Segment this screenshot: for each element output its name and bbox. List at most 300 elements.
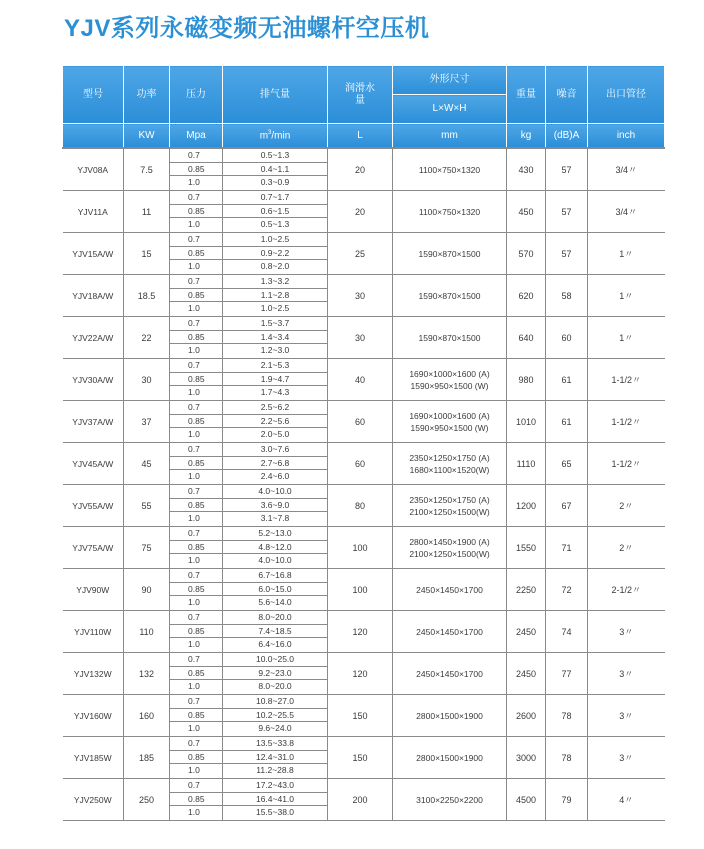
flow-value: 15.5~38.0 xyxy=(255,807,295,818)
page-title: YJV系列永磁变频无油螺杆空压机 xyxy=(64,15,430,42)
pressure-value: 0.7 xyxy=(170,401,222,415)
dims-value: 2350×1250×1750 (A) xyxy=(409,494,490,505)
dims-value: 1680×1100×1520(W) xyxy=(409,464,490,475)
flow-value: 1.7~4.3 xyxy=(260,387,290,398)
power-cell: 55 xyxy=(124,485,170,527)
oil-cell: 200 xyxy=(328,779,393,821)
flow-value: 0.4~1.1 xyxy=(223,163,327,177)
noise-cell: 78 xyxy=(546,695,588,737)
pressure-value: 1.0 xyxy=(188,807,200,818)
pressure-value: 0.85 xyxy=(170,541,222,555)
flow-cell xyxy=(223,148,328,191)
weight-cell: 4500 xyxy=(507,779,546,821)
dims-value: 1590×870×1500 xyxy=(418,248,481,259)
oil-cell: 60 xyxy=(328,443,393,485)
noise-cell: 58 xyxy=(546,275,588,317)
flow-value: 6.0~15.0 xyxy=(223,583,327,597)
outlet-cell: 3〃 xyxy=(588,653,665,695)
dims-value: 1590×950×1500 (W) xyxy=(410,380,489,391)
unit-power: KW xyxy=(124,124,170,149)
noise-cell: 57 xyxy=(546,148,588,191)
oil-cell: 30 xyxy=(328,275,393,317)
power-cell: 37 xyxy=(124,401,170,443)
pressure-value: 0.85 xyxy=(170,625,222,639)
pressure-value: 0.85 xyxy=(170,163,222,177)
flow-cell xyxy=(223,611,328,653)
pressure-value: 0.7 xyxy=(170,443,222,457)
dims-cell xyxy=(393,443,507,485)
header-outlet: 出口管径 xyxy=(588,66,665,124)
model-cell: YJV11A xyxy=(63,191,124,233)
dims-value: 1690×1000×1600 (A) xyxy=(409,410,490,421)
outlet-cell: 3/4〃 xyxy=(588,191,665,233)
pressure-cell xyxy=(170,317,223,359)
model-cell: YJV132W xyxy=(63,653,124,695)
pressure-value: 1.0 xyxy=(188,429,200,440)
dims-cell xyxy=(393,275,507,317)
outlet-cell: 3〃 xyxy=(588,737,665,779)
dims-cell xyxy=(393,317,507,359)
flow-value: 0.8~2.0 xyxy=(260,261,290,272)
flow-value: 0.9~2.2 xyxy=(223,247,327,261)
dims-value: 1590×950×1500 (W) xyxy=(410,422,489,433)
noise-cell: 72 xyxy=(546,569,588,611)
oil-cell: 150 xyxy=(328,737,393,779)
header-noise: 噪音 xyxy=(546,66,588,124)
flow-value: 2.7~6.8 xyxy=(223,457,327,471)
table-row xyxy=(63,317,665,359)
flow-value: 10.2~25.5 xyxy=(223,709,327,723)
table-row xyxy=(63,695,665,737)
dims-cell xyxy=(393,148,507,191)
power-cell: 15 xyxy=(124,233,170,275)
pressure-value: 0.7 xyxy=(170,611,222,625)
pressure-value: 0.85 xyxy=(170,331,222,345)
dims-cell xyxy=(393,695,507,737)
pressure-value: 0.7 xyxy=(170,653,222,667)
dims-cell xyxy=(393,359,507,401)
flow-value: 8.0~20.0 xyxy=(258,681,292,692)
unit-flow-m: m xyxy=(259,129,269,141)
pressure-cell xyxy=(170,359,223,401)
table-row xyxy=(63,611,665,653)
flow-value: 2.2~5.6 xyxy=(223,415,327,429)
power-cell: 18.5 xyxy=(124,275,170,317)
pressure-cell xyxy=(170,737,223,779)
flow-cell xyxy=(223,233,328,275)
header-dims: 外形尺寸 xyxy=(393,66,507,95)
model-cell: YJV90W xyxy=(63,569,124,611)
outlet-cell: 3/4〃 xyxy=(588,148,665,191)
pressure-value: 1.0 xyxy=(188,639,200,650)
pressure-cell xyxy=(170,401,223,443)
flow-cell xyxy=(223,317,328,359)
pressure-value: 1.0 xyxy=(188,723,200,734)
flow-value: 1.0~2.5 xyxy=(260,303,290,314)
dims-value: 2800×1500×1900 xyxy=(416,752,483,763)
oil-cell: 60 xyxy=(328,401,393,443)
pressure-value: 0.7 xyxy=(170,527,222,541)
weight-cell: 3000 xyxy=(507,737,546,779)
dims-cell xyxy=(393,527,507,569)
noise-cell: 77 xyxy=(546,653,588,695)
flow-value: 16.4~41.0 xyxy=(223,793,327,807)
outlet-cell: 1〃 xyxy=(588,317,665,359)
oil-cell: 30 xyxy=(328,317,393,359)
dims-value: 2100×1250×1500(W) xyxy=(409,548,490,559)
pressure-value: 0.7 xyxy=(170,569,222,583)
outlet-cell: 1-1/2〃 xyxy=(588,401,665,443)
header-power: 功率 xyxy=(124,66,170,124)
noise-cell: 57 xyxy=(546,233,588,275)
pressure-value: 1.0 xyxy=(188,387,200,398)
flow-value: 9.2~23.0 xyxy=(223,667,327,681)
flow-value: 9.6~24.0 xyxy=(258,723,292,734)
flow-value: 0.7~1.7 xyxy=(223,191,327,205)
outlet-cell: 1-1/2〃 xyxy=(588,359,665,401)
flow-cell xyxy=(223,359,328,401)
power-cell: 90 xyxy=(124,569,170,611)
noise-cell: 74 xyxy=(546,611,588,653)
oil-cell: 25 xyxy=(328,233,393,275)
flow-value: 2.5~6.2 xyxy=(223,401,327,415)
dims-value: 1100×750×1320 xyxy=(418,206,481,217)
flow-cell xyxy=(223,275,328,317)
dims-value: 2800×1450×1900 (A) xyxy=(409,536,490,547)
pressure-value: 0.7 xyxy=(170,317,222,331)
model-cell: YJV250W xyxy=(63,779,124,821)
pressure-value: 0.85 xyxy=(170,247,222,261)
table-row xyxy=(63,359,665,401)
table-row xyxy=(63,779,665,821)
flow-value: 1.4~3.4 xyxy=(223,331,327,345)
flow-value: 1.9~4.7 xyxy=(223,373,327,387)
pressure-value: 0.85 xyxy=(170,289,222,303)
flow-value: 6.4~16.0 xyxy=(258,639,292,650)
flow-cell xyxy=(223,191,328,233)
pressure-value: 1.0 xyxy=(188,597,200,608)
pressure-value: 0.7 xyxy=(170,275,222,289)
pressure-value: 1.0 xyxy=(188,219,200,230)
pressure-value: 0.7 xyxy=(170,191,222,205)
pressure-cell xyxy=(170,653,223,695)
table-row xyxy=(63,443,665,485)
power-cell: 11 xyxy=(124,191,170,233)
flow-cell xyxy=(223,485,328,527)
model-cell: YJV15A/W xyxy=(63,233,124,275)
flow-value: 4.0~10.0 xyxy=(258,555,292,566)
header-flow: 排气量 xyxy=(223,66,328,124)
header-model: 型号 xyxy=(63,66,124,124)
flow-value: 5.6~14.0 xyxy=(258,597,292,608)
flow-cell xyxy=(223,737,328,779)
flow-value: 0.3~0.9 xyxy=(260,177,290,188)
pressure-value: 0.85 xyxy=(170,667,222,681)
flow-value: 11.2~28.8 xyxy=(256,765,294,776)
pressure-value: 0.85 xyxy=(170,499,222,513)
flow-value: 8.0~20.0 xyxy=(223,611,327,625)
pressure-value: 0.7 xyxy=(170,737,222,751)
oil-cell: 20 xyxy=(328,191,393,233)
unit-weight: kg xyxy=(507,124,546,149)
weight-cell: 2250 xyxy=(507,569,546,611)
dims-cell xyxy=(393,233,507,275)
power-cell: 75 xyxy=(124,527,170,569)
power-cell: 7.5 xyxy=(124,148,170,191)
dims-cell xyxy=(393,401,507,443)
pressure-cell xyxy=(170,233,223,275)
model-cell: YJV185W xyxy=(63,737,124,779)
spec-table-body xyxy=(63,148,665,821)
table-row xyxy=(63,148,665,191)
dims-value: 2450×1450×1700 xyxy=(416,626,483,637)
dims-value: 1100×750×1320 xyxy=(418,164,481,175)
oil-cell: 80 xyxy=(328,485,393,527)
pressure-value: 0.7 xyxy=(170,779,222,793)
flow-value: 2.4~6.0 xyxy=(260,471,290,482)
flow-value: 0.5~1.3 xyxy=(260,219,290,230)
oil-cell: 40 xyxy=(328,359,393,401)
power-cell: 250 xyxy=(124,779,170,821)
weight-cell: 1200 xyxy=(507,485,546,527)
dims-value: 2800×1500×1900 xyxy=(416,710,483,721)
outlet-cell: 1〃 xyxy=(588,233,665,275)
oil-cell: 150 xyxy=(328,695,393,737)
dims-value: 2350×1250×1750 (A) xyxy=(409,452,490,463)
pressure-value: 1.0 xyxy=(188,471,200,482)
unit-flow-sup: 3 xyxy=(268,129,272,136)
pressure-value: 0.85 xyxy=(170,793,222,807)
flow-value: 17.2~43.0 xyxy=(223,779,327,793)
model-cell: YJV75A/W xyxy=(63,527,124,569)
oil-cell: 120 xyxy=(328,653,393,695)
noise-cell: 60 xyxy=(546,317,588,359)
noise-cell: 57 xyxy=(546,191,588,233)
pressure-cell xyxy=(170,275,223,317)
header-dims-sub: L×W×H xyxy=(393,95,507,124)
flow-value: 10.8~27.0 xyxy=(223,695,327,709)
pressure-cell xyxy=(170,569,223,611)
table-row xyxy=(63,569,665,611)
pressure-cell xyxy=(170,779,223,821)
pressure-cell xyxy=(170,191,223,233)
dims-cell xyxy=(393,569,507,611)
pressure-value: 0.85 xyxy=(170,415,222,429)
noise-cell: 65 xyxy=(546,443,588,485)
dims-value: 1690×1000×1600 (A) xyxy=(409,368,490,379)
noise-cell: 61 xyxy=(546,359,588,401)
flow-value: 2.1~5.3 xyxy=(223,359,327,373)
weight-cell: 2450 xyxy=(507,611,546,653)
pressure-value: 0.7 xyxy=(170,695,222,709)
outlet-cell: 1-1/2〃 xyxy=(588,443,665,485)
flow-value: 3.6~9.0 xyxy=(223,499,327,513)
unit-pressure: Mpa xyxy=(170,124,223,149)
flow-value: 1.3~3.2 xyxy=(223,275,327,289)
pressure-value: 1.0 xyxy=(188,345,200,356)
power-cell: 132 xyxy=(124,653,170,695)
dims-cell xyxy=(393,485,507,527)
noise-cell: 71 xyxy=(546,527,588,569)
model-cell: YJV110W xyxy=(63,611,124,653)
unit-model xyxy=(63,124,124,149)
flow-value: 12.4~31.0 xyxy=(223,751,327,765)
flow-value: 4.0~10.0 xyxy=(223,485,327,499)
pressure-value: 1.0 xyxy=(188,513,200,524)
dims-cell xyxy=(393,611,507,653)
flow-value: 1.5~3.7 xyxy=(223,317,327,331)
pressure-value: 0.7 xyxy=(170,485,222,499)
weight-cell: 430 xyxy=(507,148,546,191)
unit-flow-min: /min xyxy=(271,129,291,141)
pressure-value: 1.0 xyxy=(188,765,200,776)
power-cell: 110 xyxy=(124,611,170,653)
flow-cell xyxy=(223,401,328,443)
flow-cell xyxy=(223,779,328,821)
table-row xyxy=(63,485,665,527)
dims-cell xyxy=(393,653,507,695)
noise-cell: 67 xyxy=(546,485,588,527)
flow-value: 6.7~16.8 xyxy=(223,569,327,583)
pressure-cell xyxy=(170,148,223,191)
dims-value: 2100×1250×1500(W) xyxy=(409,506,490,517)
pressure-cell xyxy=(170,527,223,569)
flow-cell xyxy=(223,653,328,695)
flow-cell xyxy=(223,695,328,737)
table-row xyxy=(63,191,665,233)
weight-cell: 1010 xyxy=(507,401,546,443)
header-pressure: 压力 xyxy=(170,66,223,124)
flow-value: 1.2~3.0 xyxy=(260,345,290,356)
dims-cell xyxy=(393,737,507,779)
pressure-value: 0.7 xyxy=(170,359,222,373)
pressure-value: 0.85 xyxy=(170,583,222,597)
dims-value: 2450×1450×1700 xyxy=(416,584,483,595)
outlet-cell: 2-1/2〃 xyxy=(588,569,665,611)
pressure-value: 0.85 xyxy=(170,709,222,723)
weight-cell: 570 xyxy=(507,233,546,275)
oil-cell: 100 xyxy=(328,527,393,569)
flow-value: 4.8~12.0 xyxy=(223,541,327,555)
table-row xyxy=(63,275,665,317)
flow-cell xyxy=(223,443,328,485)
power-cell: 185 xyxy=(124,737,170,779)
outlet-cell: 2〃 xyxy=(588,527,665,569)
header-weight: 重量 xyxy=(507,66,546,124)
pressure-value: 1.0 xyxy=(188,303,200,314)
pressure-cell xyxy=(170,695,223,737)
weight-cell: 2450 xyxy=(507,653,546,695)
flow-cell xyxy=(223,569,328,611)
noise-cell: 79 xyxy=(546,779,588,821)
pressure-value: 0.85 xyxy=(170,751,222,765)
flow-cell xyxy=(223,527,328,569)
outlet-cell: 3〃 xyxy=(588,695,665,737)
flow-value: 2.0~5.0 xyxy=(260,429,290,440)
pressure-value: 1.0 xyxy=(188,555,200,566)
flow-value: 3.0~7.6 xyxy=(223,443,327,457)
model-cell: YJV18A/W xyxy=(63,275,124,317)
unit-dims: mm xyxy=(393,124,507,149)
model-cell: YJV22A/W xyxy=(63,317,124,359)
outlet-cell: 1〃 xyxy=(588,275,665,317)
flow-value: 13.5~33.8 xyxy=(223,737,327,751)
pressure-cell xyxy=(170,611,223,653)
pressure-value: 1.0 xyxy=(188,177,200,188)
outlet-cell: 3〃 xyxy=(588,611,665,653)
flow-value: 1.0~2.5 xyxy=(223,233,327,247)
weight-cell: 1110 xyxy=(507,443,546,485)
outlet-cell: 4〃 xyxy=(588,779,665,821)
oil-cell: 20 xyxy=(328,148,393,191)
pressure-value: 0.7 xyxy=(170,149,222,163)
oil-cell: 120 xyxy=(328,611,393,653)
weight-cell: 450 xyxy=(507,191,546,233)
weight-cell: 1550 xyxy=(507,527,546,569)
flow-value: 1.1~2.8 xyxy=(223,289,327,303)
pressure-value: 1.0 xyxy=(188,681,200,692)
power-cell: 30 xyxy=(124,359,170,401)
weight-cell: 980 xyxy=(507,359,546,401)
dims-value: 2450×1450×1700 xyxy=(416,668,483,679)
table-row xyxy=(63,737,665,779)
weight-cell: 620 xyxy=(507,275,546,317)
flow-value: 0.6~1.5 xyxy=(223,205,327,219)
model-cell: YJV160W xyxy=(63,695,124,737)
pressure-value: 0.85 xyxy=(170,457,222,471)
dims-value: 3100×2250×2200 xyxy=(416,794,483,805)
flow-value: 10.0~25.0 xyxy=(223,653,327,667)
pressure-value: 1.0 xyxy=(188,261,200,272)
pressure-value: 0.85 xyxy=(170,205,222,219)
noise-cell: 78 xyxy=(546,737,588,779)
pressure-value: 0.7 xyxy=(170,233,222,247)
flow-value: 3.1~7.8 xyxy=(260,513,290,524)
dims-cell xyxy=(393,191,507,233)
spec-table xyxy=(62,65,665,821)
power-cell: 22 xyxy=(124,317,170,359)
flow-value: 7.4~18.5 xyxy=(223,625,327,639)
unit-noise: (dB)A xyxy=(546,124,588,149)
table-row xyxy=(63,233,665,275)
unit-oil: L xyxy=(328,124,393,149)
outlet-cell: 2〃 xyxy=(588,485,665,527)
flow-value: 5.2~13.0 xyxy=(223,527,327,541)
pressure-value: 0.85 xyxy=(170,373,222,387)
dims-value: 1590×870×1500 xyxy=(418,332,481,343)
model-cell: YJV55A/W xyxy=(63,485,124,527)
unit-outlet: inch xyxy=(588,124,665,149)
table-row xyxy=(63,401,665,443)
model-cell: YJV45A/W xyxy=(63,443,124,485)
table-row xyxy=(63,653,665,695)
pressure-cell xyxy=(170,443,223,485)
power-cell: 160 xyxy=(124,695,170,737)
noise-cell: 61 xyxy=(546,401,588,443)
power-cell: 45 xyxy=(124,443,170,485)
model-cell: YJV08A xyxy=(63,148,124,191)
header-oil-text: 润滑水量 xyxy=(345,83,375,106)
dims-value: 1590×870×1500 xyxy=(418,290,481,301)
weight-cell: 2600 xyxy=(507,695,546,737)
unit-flow xyxy=(223,124,328,149)
model-cell: YJV37A/W xyxy=(63,401,124,443)
weight-cell: 640 xyxy=(507,317,546,359)
pressure-cell xyxy=(170,485,223,527)
model-cell: YJV30A/W xyxy=(63,359,124,401)
flow-value: 0.5~1.3 xyxy=(223,149,327,163)
dims-cell xyxy=(393,779,507,821)
